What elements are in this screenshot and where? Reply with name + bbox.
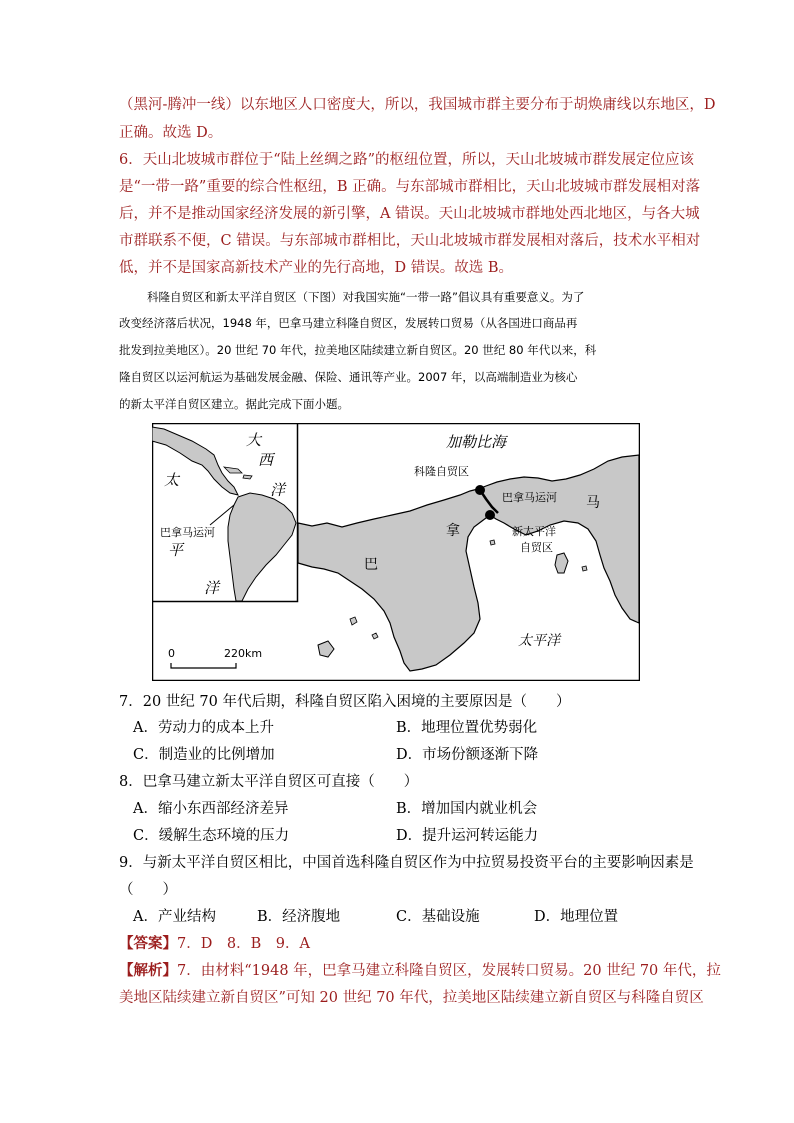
analysis-tag: 【解析】 bbox=[119, 962, 177, 979]
answer-line bbox=[119, 934, 310, 954]
material-line-3: 批发到拉美地区）。20 世纪 70 年代，拉美地区陆续建立新自贸区。20 世纪 80 年代以来，科 bbox=[119, 343, 597, 357]
q9-stem: 9．与新太平洋自贸区相比，中国首选科隆自贸区作为中拉贸易投资平台的主要影响因素是 bbox=[119, 855, 694, 871]
analysis-line-1 bbox=[119, 961, 721, 981]
inset-caribbean-island-2 bbox=[243, 475, 252, 479]
q7-option-b[interactable]: B．地理位置优势弱化 bbox=[396, 720, 538, 736]
country-label-ma: 马 bbox=[586, 495, 600, 511]
answer-tag: 【答案】 bbox=[119, 935, 177, 952]
q9-paren: （ ） bbox=[119, 882, 177, 898]
scale-zero: 0 bbox=[168, 647, 175, 660]
scale-distance: 220km bbox=[224, 647, 263, 660]
caribbean-sea-label: 加勒比海 bbox=[446, 433, 507, 451]
new-pacific-ftz-label-2: 自贸区 bbox=[520, 541, 553, 554]
inset-label-xi: 西 bbox=[258, 451, 274, 469]
prev-answer-line-2: 正确。故选 D。 bbox=[119, 125, 223, 141]
q7-option-c[interactable]: C．制造业的比例增加 bbox=[133, 747, 275, 763]
q6-explanation-line-3: 后，并不是推动国家经济发展的新引擎，A 错误。天山北坡城市群地处西北地区，与各大城 bbox=[119, 206, 700, 222]
inset-map bbox=[152, 424, 298, 602]
inset-label-ping: 平 bbox=[168, 541, 184, 559]
q7-stem: 7．20 世纪 70 年代后期，科隆自贸区陷入困境的主要原因是（ ） bbox=[119, 694, 571, 710]
q8-option-c[interactable]: C．缓解生态环境的压力 bbox=[133, 828, 290, 844]
inset-canal-label: 巴拿马运河 bbox=[160, 526, 215, 539]
small-island-3 bbox=[490, 540, 495, 545]
colon-ftz-label: 科隆自贸区 bbox=[414, 465, 469, 478]
q9-option-c[interactable]: C．基础设施 bbox=[396, 909, 480, 925]
material-line-4: 隆自贸区以运河航运为基础发展金融、保险、通讯等产业。2007 年，以高端制造业为核心 bbox=[119, 370, 578, 384]
q9-option-a[interactable]: A．产业结构 bbox=[133, 909, 216, 925]
q7-option-a[interactable]: A．劳动力的成本上升 bbox=[133, 720, 274, 736]
q8-option-b[interactable]: B．增加国内就业机会 bbox=[396, 801, 538, 817]
country-label-na: 拿 bbox=[446, 523, 460, 539]
canal-label: 巴拿马运河 bbox=[502, 491, 557, 504]
answer-text: 7．D 8．B 9．A bbox=[177, 936, 310, 952]
q8-option-a[interactable]: A．缩小东西部经济差异 bbox=[133, 801, 289, 817]
new-pacific-ftz-label-1: 新太平洋 bbox=[512, 525, 556, 538]
analysis-line-2: 美地区陆续建立新自贸区”可知 20 世纪 70 年代，拉美地区陆续建立新自贸区与科隆自贸区 bbox=[119, 990, 704, 1006]
q9-option-d[interactable]: D．地理位置 bbox=[534, 909, 619, 925]
material-line-5: 的新太平洋自贸区建立。据此完成下面小题。 bbox=[119, 397, 349, 411]
prev-answer-line-1: （黑河-腾冲一线）以东地区人口密度大，所以，我国城市群主要分布于胡焕庸线以东地区，D bbox=[119, 97, 716, 113]
q8-option-d[interactable]: D．提升运河转运能力 bbox=[396, 828, 539, 844]
q8-stem: 8．巴拿马建立新太平洋自贸区可直接（ ） bbox=[119, 774, 419, 790]
q6-explanation-line-5: 低，并不是国家高新技术产业的先行高地，D 错误。故选 B。 bbox=[119, 260, 513, 276]
analysis-text-1: 7．由材料“1948 年，巴拿马建立科隆自贸区，发展转口贸易。20 世纪 70 年代，拉 bbox=[177, 963, 721, 979]
material-line-2: 改变经济落后状况，1948 年，巴拿马建立科隆自贸区，发展转口贸易（从各国进口商品再 bbox=[119, 316, 578, 330]
inset-label-tai: 太 bbox=[164, 471, 180, 489]
country-label-pa: 巴 bbox=[364, 557, 378, 573]
inset-label-yang-pacific: 洋 bbox=[204, 579, 220, 597]
panama-map bbox=[152, 423, 640, 681]
pacific-ocean-label: 太平洋 bbox=[518, 633, 560, 649]
inset-label-da: 大 bbox=[246, 431, 262, 449]
q9-option-b[interactable]: B．经济腹地 bbox=[257, 909, 341, 925]
q6-explanation-line-4: 市群联系不便，C 错误。与东部城市群相比，天山北坡城市群发展相对落后，技术水平相对 bbox=[119, 233, 701, 249]
new-pacific-ftz-point bbox=[485, 510, 495, 520]
material-line-1: 科隆自贸区和新太平洋自贸区（下图）对我国实施“一带一路”倡议具有重要意义。为了 bbox=[147, 290, 585, 304]
q6-explanation-line-1: 6．天山北坡城市群位于“陆上丝绸之路”的枢纽位置，所以，天山北坡城市群发展定位应该 bbox=[119, 152, 695, 168]
q7-option-d[interactable]: D．市场份额逐渐下降 bbox=[396, 747, 539, 763]
q6-explanation-line-2: 是“一带一路”重要的综合性枢纽，B 正确。与东部城市群相比，天山北坡城市群发展相对落 bbox=[119, 179, 701, 195]
colon-ftz-point bbox=[475, 485, 485, 495]
small-island-4 bbox=[582, 566, 587, 571]
inset-label-yang-atlantic: 洋 bbox=[270, 481, 286, 499]
